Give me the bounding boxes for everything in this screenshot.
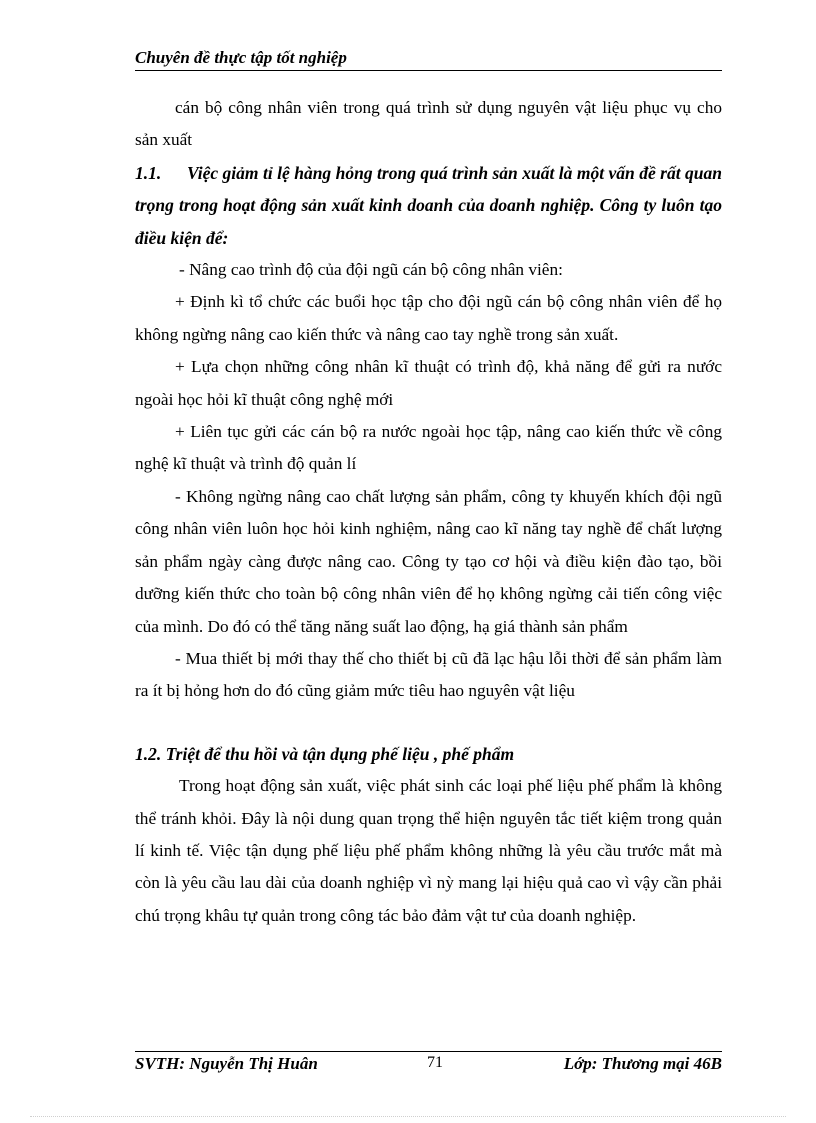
header-title: Chuyên đề thực tập tốt nghiệp [135, 48, 347, 67]
footer-student: SVTH: Nguyễn Thị Huân [135, 1054, 318, 1073]
paragraph-6: - Không ngừng nâng cao chất lượng sản phẩm, công ty khuyến khích đội ngũ công nhân viên luôn học hỏi kinh nghiệm, nâng cao kĩ năng tay nghề để chất lượng sản phẩm ngày càng được nâng cao. Công ty tạo cơ hội và điều kiện đào tạo, bồi dưỡng kiến thức cho toàn bộ công nhân viên để họ không ngừng cải tiến công việc của mình. Do đó có thể tăng năng suất lao động, hạ giá thành sản phẩm [135, 486, 722, 636]
document-body [135, 92, 722, 932]
paragraph-1: cán bộ công nhân viên trong quá trình sử dụng nguyên vật liệu phục vụ cho sản xuất [135, 98, 722, 150]
footer-class: Lớp: Thương mại 46B [563, 1054, 722, 1073]
paragraph-2: - Nâng cao trình độ của đội ngũ cán bộ công nhân viên: [179, 260, 563, 280]
page-footer [135, 1054, 722, 1074]
footer-rule [135, 1051, 722, 1052]
paragraph-3: + Định kì tổ chức các buổi học tập cho đội ngũ cán bộ công nhân viên để họ không ngừng nâng cao kiến thức và nâng cao tay nghề trong sản xuất. [135, 292, 722, 344]
section-heading-1-1 [135, 157, 722, 254]
page-header [135, 48, 722, 71]
section-heading-1-2: 1.2. Triệt để thu hồi và tận dụng phế liệu , phế phẩm [135, 743, 515, 764]
paragraph-8: Trong hoạt động sản xuất, việc phát sinh các loại phế liệu phế phẩm là không thể tránh khỏi. Đây là nội dung quan trọng thể hiện nguyên tắc tiết kiệm trong quản lí kinh tế. Việc tận dụng phế liệu phế phẩm không những là yêu cầu trước mắt mà còn là yêu cầu lau dài của doanh nghiệp vì nỳ mang lại hiệu quả cao vì vậy cần phải chú trọng khâu tự quản trong công tác bảo đảm vật tư của doanh nghiệp. [135, 776, 722, 925]
paragraph-5: + Liên tục gửi các cán bộ ra nước ngoài học tập, nâng cao kiến thức về công nghệ kĩ thuật và trình độ quản lí [135, 422, 722, 474]
paragraph-4: + Lựa chọn những công nhân kĩ thuật có trình độ, khả năng để gửi ra nước ngoài học hỏi kĩ thuật công nghệ mới [135, 357, 722, 409]
paragraph-7: - Mua thiết bị mới thay thế cho thiết bị cũ đã lạc hậu lỗi thời để sản phẩm làm ra ít bị hỏng hơn do đó cũng giảm mức tiêu hao nguyên vật liệu [135, 648, 722, 701]
page-bottom-divider [30, 1116, 786, 1117]
heading-number: 1.1. [135, 162, 162, 183]
page-number: 71 [427, 1054, 443, 1071]
heading-text: Việc giảm tỉ lệ hàng hỏng trong quá trình sản xuất là một vấn đề rất quan trọng trong hoạt động sản xuất kinh doanh của doanh nghiệp. Công ty luôn tạo điều kiện để: [135, 162, 722, 248]
